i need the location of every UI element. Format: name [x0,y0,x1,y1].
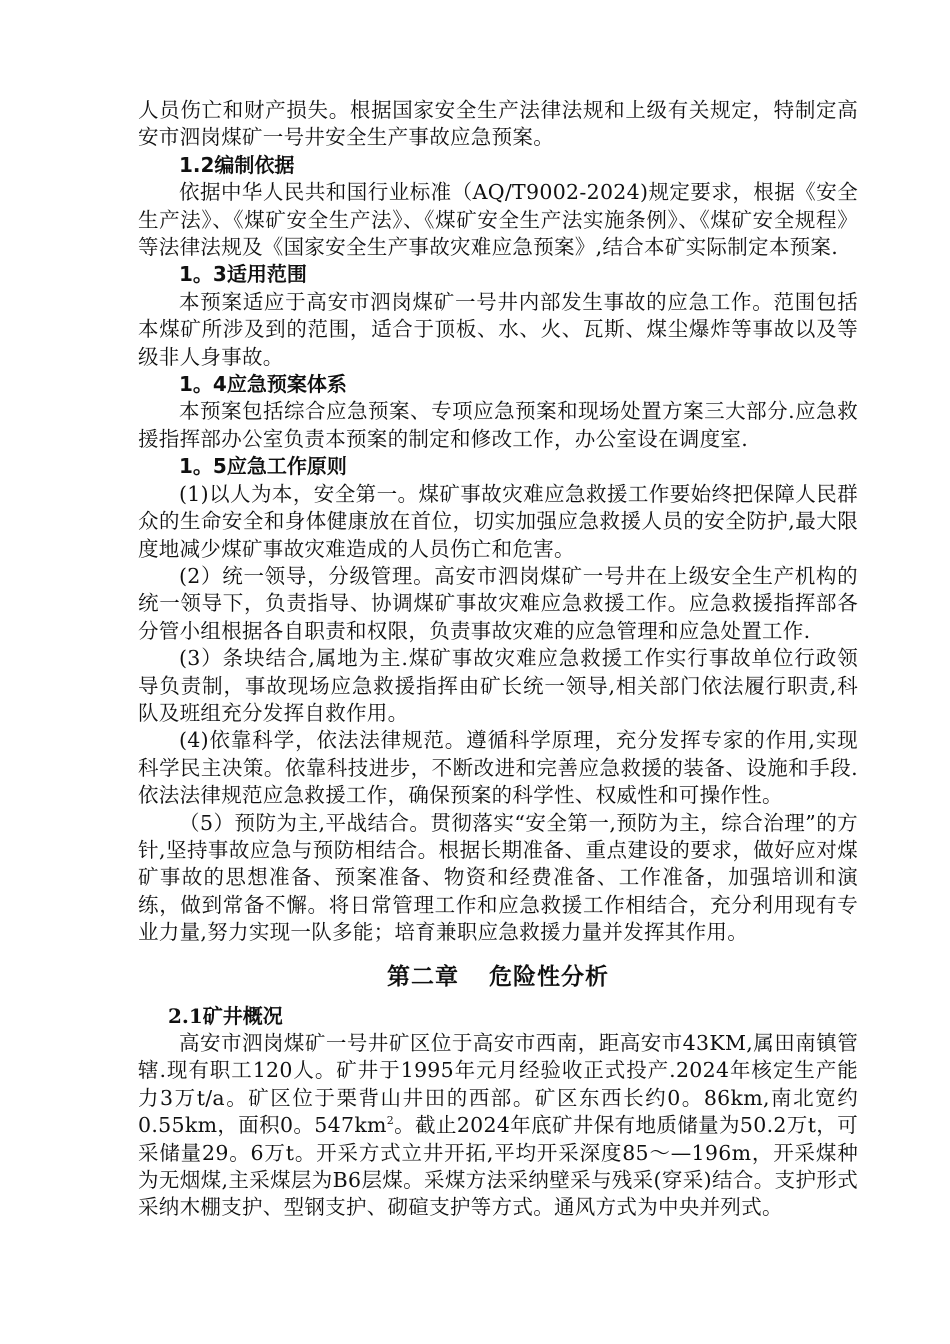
mine-overview-text-b: 。截止2024年底矿井保有地质储量为50.2万t，可采储量29。6万t。开采方式立井开拓,平均开采深度85～—196m，开采煤种为无烟煤,主采煤层为B6层煤。采煤方法采纳壁采与残采(穿采)结合。支护形式采纳木棚支护、型钢支护、砌碹支护等方式。通风方式为中央并列式。 [138,1113,858,1220]
section-text-1-2: 依据中华人民共和国行业标准（AQ/T9002-2024)规定要求，根据《安全生产法》、《煤矿安全生产法》、《煤矿安全生产法实施条例》、《煤矿安全规程》等法律法规及《国家安全生产事故灾难应急预案》,结合本矿实际制定本预案. [138,180,858,260]
chapter-title: 危险性分析 [489,963,609,990]
chapter-number: 第二章 [387,963,459,990]
principle-item-1: (1)以人为本，安全第一。煤矿事故灾难应急救援工作要始终把保障人民群众的生命安全和身体健康放在首位，切实加强应急救援人员的安全防护,最大限度地减少煤矿事故灾难造成的人员伤亡和危害。 [138,481,858,561]
principle-item-5: （5）预防为主,平战结合。贯彻落实“安全第一,预防为主，综合治理”的方针,坚持事故应急与预防相结合。根据长期准备、重点建设的要求，做好应对煤矿事故的思想准备、预案准备、物资和经费准备、工作准备，加强培训和演练，做到常备不懈。将日常管理工作和应急救援工作相结合，充分利用现有专业力量,努力实现一队多能；培育兼职应急救援力量并发挥其作用。 [138,810,858,945]
section-text-1-4: 本预案包括综合应急预案、专项应急预案和现场处置方案三大部分.应急救援指挥部办公室负责本预案的制定和修改工作，办公室设在调度室. [138,399,858,451]
principle-item-4: (4)依靠科学，依法法律规范。遵循科学原理，充分发挥专家的作用,实现科学民主决策。依靠科技进步，不断改进和完善应急救援的装备、设施和手段.依法法律规范应急救援工作，确保预案的科学性、权威性和可操作性。 [138,728,858,808]
section-heading-1-3: 1。3适用范围 [179,262,307,287]
section-heading-1-5: 1。5应急工作原则 [179,454,347,479]
section-text-1-3: 本预案适应于高安市泗岗煤矿一号井内部发生事故的应急工作。范围包括本煤矿所涉及到的范围，适合于顶板、水、火、瓦斯、煤尘爆炸等事故以及等级非人身事故。 [138,289,858,369]
principle-item-2: (2）统一领导，分级管理。高安市泗岗煤矿一号井在上级安全生产机构的统一领导下，负责指导、协调煤矿事故灾难应急救援工作。应急救援指挥部各分管小组根据各自职责和权限，负责事故灾难的应急管理和应急处置工作. [138,563,858,643]
section-heading-1-2: 1.2编制依据 [179,152,295,177]
section-heading-2-1: 2.1矿井概况 [168,1003,283,1028]
section-heading-1-4: 1。4应急预案体系 [179,372,347,397]
mine-overview-text-a: 高安市泗岗煤矿一号井矿区位于高安市西南，距高安市43KM,属田南镇管辖.现有职工120人。矿井于1995年元月经验收正式投产.2024年核定生产能力3万t/a。矿区位于栗背山井田的西部。矿区东西长约0。86km,南北宽约0.55km，面积0。547km [138,1031,858,1138]
area-unit-superscript: 2 [386,1114,395,1128]
section-text-2-1 [138,1030,858,1222]
principle-item-3: (3）条块结合,属地为主.煤矿事故灾难应急救援工作实行事故单位行政领导负责制，事故现场应急救援指挥由矿长统一领导,相关部门依法履行职责,科队及班组充分发挥自救作用。 [138,646,858,725]
intro-paragraph: 人员伤亡和财产损失。根据国家安全生产法律法规和上级有关规定，特制定高安市泗岗煤矿一号井安全生产事故应急预案。 [138,98,858,150]
chapter-heading [138,961,858,993]
